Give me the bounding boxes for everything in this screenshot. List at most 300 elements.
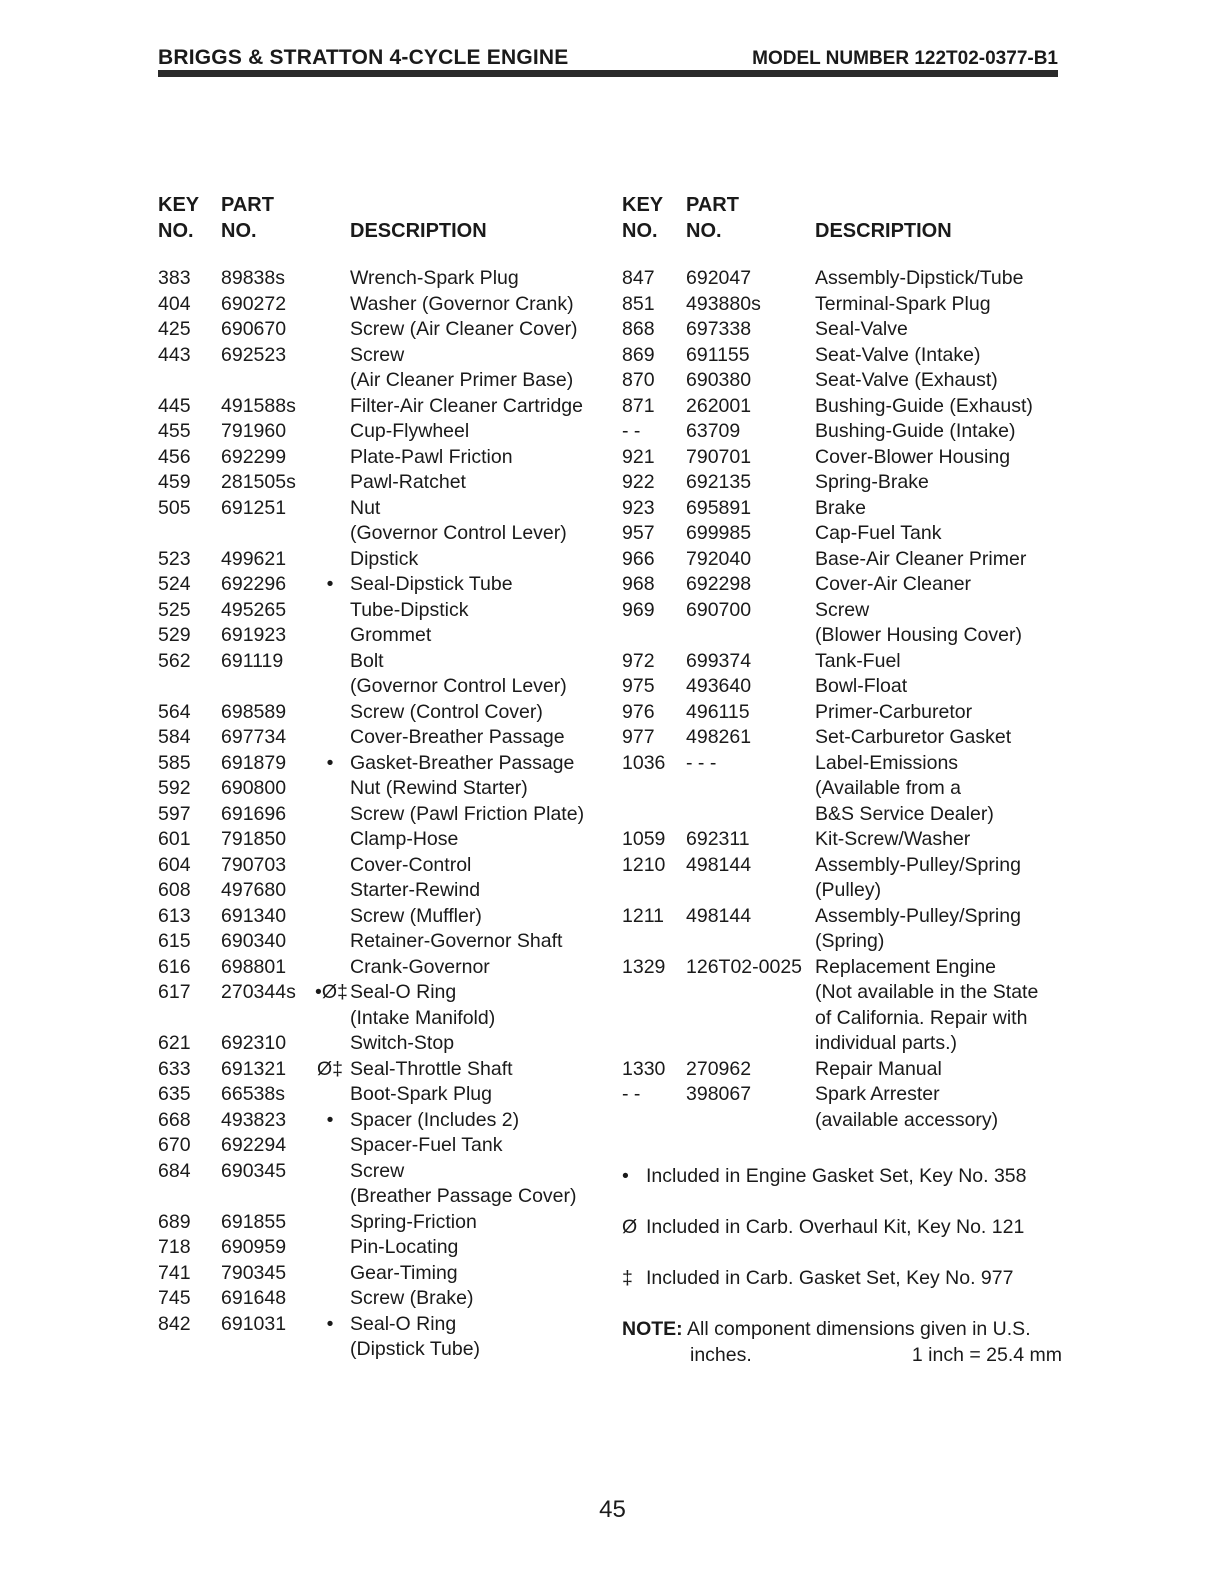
part-number: 491588s [221,394,296,417]
table-row [622,878,1062,904]
key-number: 847 [622,267,655,289]
table-row [158,853,608,879]
part-description: Nut [350,496,381,519]
dimension-note [622,1317,1062,1368]
table-row [158,776,608,802]
key-number: 668 [158,1108,191,1131]
part-number: 692047 [686,267,752,289]
key-number: 425 [158,318,191,340]
table-row [158,1082,608,1108]
part-description: (Dipstick Tube) [350,1338,481,1360]
part-number: 262001 [686,394,752,417]
part-description: Bushing-Guide (Exhaust) [815,394,1033,417]
part-number: 493880s [686,292,761,315]
part-number: 692299 [221,445,287,468]
key-number: 1211 [622,904,664,927]
key-number: 745 [158,1287,191,1309]
part-number: 699374 [686,649,752,672]
part-description: Screw [350,1159,405,1182]
part-number: 697338 [686,318,752,340]
part-description: Seal-Valve [815,318,908,340]
table-row [158,1235,608,1261]
key-number: 445 [158,394,191,417]
key-number: 459 [158,471,191,493]
key-number: 670 [158,1134,191,1156]
key-number: 592 [158,777,191,799]
key-number: 383 [158,267,191,289]
key-number: 633 [158,1057,191,1080]
key-number: 597 [158,802,191,825]
key-number: 868 [622,318,655,340]
key-number: 404 [158,292,191,315]
key-number: 923 [622,496,655,519]
part-number: 690959 [221,1236,287,1258]
part-number: 690272 [221,292,287,315]
table-row [622,1057,1062,1083]
key-number: 1329 [622,955,666,978]
key-number: 741 [158,1261,191,1284]
part-number: 63709 [686,420,741,442]
table-row [622,904,1062,930]
part-description: Cover-Control [350,853,472,876]
part-description: Bushing-Guide (Intake) [815,420,1016,442]
part-number: 691321 [221,1057,287,1080]
key-number: 1210 [622,853,666,876]
part-description: B&S Service Dealer) [815,802,994,825]
key-header-line1: KEY [622,194,664,216]
table-row [158,292,608,318]
part-description: Cover-Breather Passage [350,726,565,748]
part-number: 692135 [686,471,752,493]
part-description: Clamp-Hose [350,828,459,850]
part-number: 698589 [221,700,287,723]
manual-title: BRIGGS & STRATTON 4-CYCLE ENGINE [158,46,569,69]
part-description: (Not available in the State [815,981,1039,1003]
part-description: Seat-Valve (Exhaust) [815,369,998,391]
page-number: 45 [599,1496,626,1523]
table-row [158,878,608,904]
part-description: Screw (Muffler) [350,904,482,927]
table-row [622,521,1062,547]
description-header: DESCRIPTION [350,220,487,242]
part-description: Gear-Timing [350,1261,458,1284]
note-line1: All component dimensions given in U.S. [687,1318,1031,1340]
table-row [622,598,1062,624]
table-row [622,802,1062,828]
table-row [622,1006,1062,1032]
part-number: 692310 [221,1032,287,1054]
key-header-line2: NO. [622,220,658,242]
part-number: 498144 [686,853,752,876]
table-row [158,980,608,1006]
key-number: 584 [158,726,191,748]
table-row [622,470,1062,496]
table-row [622,827,1062,853]
table-row [158,1159,608,1185]
part-description: Screw (Brake) [350,1287,474,1309]
part-number: 499621 [221,547,287,570]
part-description: Seal-Throttle Shaft [350,1057,513,1080]
key-number: 975 [622,675,655,697]
key-number: 562 [158,649,191,672]
part-header-line1: PART [221,194,274,216]
part-description: Plate-Pawl Friction [350,445,513,468]
table-row [622,751,1062,777]
key-header-line1: KEY [158,194,200,216]
table-row [622,700,1062,726]
part-number: 690345 [221,1159,287,1182]
kit-symbol: • [326,1312,334,1335]
part-description: Boot-Spark Plug [350,1083,492,1105]
part-number: 690340 [221,930,287,952]
part-number: 496115 [686,700,750,723]
part-description: Tank-Fuel [815,649,901,672]
table-row [158,1312,608,1338]
part-number: 126T02-0025 [686,955,803,978]
table-row [158,929,608,955]
table-row [158,266,608,292]
legend-text: Included in Engine Gasket Set, Key No. 358 [646,1165,1027,1187]
key-number: 456 [158,445,191,468]
key-number: 505 [158,496,191,519]
parts-list-left [158,190,608,1363]
table-row [158,496,608,522]
part-number: 89838s [221,267,285,289]
key-number: 455 [158,420,191,442]
key-number: 1036 [622,751,666,774]
part-description: Label-Emissions [815,751,959,774]
table-row [622,649,1062,675]
legend-text: Included in Carb. Overhaul Kit, Key No. 121 [646,1216,1025,1238]
part-description: Screw (Pawl Friction Plate) [350,802,585,825]
kit-symbol: • [326,1108,334,1131]
key-number: 869 [622,343,655,366]
part-description: (Spring) [815,930,885,952]
part-description: Crank-Governor [350,955,490,978]
part-number: 792040 [686,547,752,570]
note-line2: inches. [690,1343,752,1366]
part-description: Bowl-Float [815,675,908,697]
note-label: NOTE: [622,1318,683,1340]
part-number: 691696 [221,802,287,825]
key-number: 615 [158,930,191,952]
table-row [622,317,1062,343]
table-row [158,751,608,777]
part-number: 699985 [686,522,752,544]
table-row [158,955,608,981]
parts-list-right [622,190,1062,1133]
column-headers [158,190,608,266]
legend-item [622,1215,1062,1266]
table-row [158,1057,608,1083]
table-row [158,521,608,547]
part-number: 690800 [221,777,287,799]
part-description: Base-Air Cleaner Primer [815,547,1027,570]
part-number: 691879 [221,751,287,774]
table-row [622,292,1062,318]
table-row [622,674,1062,700]
part-description: Repair Manual [815,1057,942,1080]
part-description: Cup-Flywheel [350,420,470,442]
part-description: Screw (Air Cleaner Cover) [350,318,578,340]
table-row [158,1210,608,1236]
part-description: Replacement Engine [815,955,997,978]
table-row [622,1082,1062,1108]
parts-rows [158,266,608,1363]
key-number: 613 [158,904,191,927]
part-description: Assembly-Pulley/Spring [815,853,1021,876]
description-header: DESCRIPTION [815,220,952,242]
key-number: 968 [622,573,655,595]
part-number: 691155 [686,343,750,366]
table-row [622,1108,1062,1134]
part-number: 493823 [221,1108,287,1131]
key-number: 524 [158,573,191,595]
part-header-line2: NO. [686,220,722,242]
key-number: 1330 [622,1057,666,1080]
part-header-line1: PART [686,194,739,216]
part-description: Assembly-Dipstick/Tube [815,267,1024,289]
part-number: 791960 [221,420,287,442]
table-row [622,266,1062,292]
key-number: 616 [158,955,191,978]
part-description: Pawl-Ratchet [350,471,466,493]
part-number: 692298 [686,573,752,595]
part-description: (available accessory) [815,1108,999,1131]
part-description: (Air Cleaner Primer Base) [350,369,574,391]
part-number: 691031 [221,1312,287,1335]
part-description: Spacer-Fuel Tank [350,1134,503,1156]
table-row [622,1031,1062,1057]
table-row [158,547,608,573]
part-description: (Pulley) [815,879,882,901]
part-description: Washer (Governor Crank) [350,292,574,315]
key-number: 922 [622,471,655,493]
part-description: Screw [350,343,405,366]
table-row [622,368,1062,394]
table-row [158,674,608,700]
part-description: Cover-Air Cleaner [815,573,972,595]
part-description: of California. Repair with [815,1006,1028,1029]
part-number: 692311 [686,828,750,850]
part-number: 690700 [686,598,752,621]
legend-item [622,1164,1062,1215]
key-number: 851 [622,292,655,315]
key-number: 443 [158,343,191,366]
table-row [158,394,608,420]
table-row [158,649,608,675]
part-number: 495265 [221,598,287,621]
table-row [158,1031,608,1057]
part-description: (Intake Manifold) [350,1006,496,1029]
key-header-line2: NO. [158,220,194,242]
table-row [158,598,608,624]
header-rule [158,70,1058,77]
key-number: 957 [622,522,655,544]
part-description: (Governor Control Lever) [350,675,567,697]
key-number: - - [622,420,641,442]
part-description: Seat-Valve (Intake) [815,343,981,366]
table-row [158,317,608,343]
part-number: 790703 [221,853,287,876]
table-row [158,1286,608,1312]
key-number: 842 [158,1312,191,1335]
table-row [622,496,1062,522]
kit-symbol: • [326,751,334,774]
table-row [158,1261,608,1287]
key-number: - - [622,1083,641,1105]
legend-symbol: ‡ [622,1267,633,1289]
table-row [622,343,1062,369]
part-description: Seal-O Ring [350,1312,457,1335]
kit-symbol: •Ø‡ [315,981,348,1003]
part-description: Spring-Friction [350,1210,477,1233]
part-description: Pin-Locating [350,1236,459,1258]
table-row [158,445,608,471]
table-row [622,725,1062,751]
key-number: 870 [622,369,655,391]
part-number: 690670 [221,318,287,340]
key-number: 684 [158,1159,191,1182]
table-row [622,776,1062,802]
table-row [158,470,608,496]
part-number: 691340 [221,904,287,927]
part-header-line2: NO. [221,220,257,242]
part-description: Starter-Rewind [350,879,481,901]
part-description: (Breather Passage Cover) [350,1185,577,1207]
legend-symbol: • [622,1165,629,1187]
table-row [622,572,1062,598]
table-row [158,1337,608,1363]
part-description: (Governor Control Lever) [350,522,567,544]
part-number: 691648 [221,1287,287,1309]
part-number: - - - [686,751,717,774]
part-number: 692296 [221,573,287,595]
key-number: 976 [622,700,655,723]
key-number: 972 [622,649,655,672]
table-row [622,445,1062,471]
key-number: 608 [158,879,191,901]
key-number: 718 [158,1236,191,1258]
part-description: Bolt [350,649,384,672]
table-row [622,980,1062,1006]
key-number: 564 [158,700,191,723]
table-row [158,1006,608,1032]
part-description: (Available from a [815,777,961,799]
legend-notes [622,1164,1062,1368]
part-number: 498144 [686,904,752,927]
key-number: 604 [158,853,191,876]
part-number: 695891 [686,496,752,519]
part-number: 691251 [221,496,287,519]
model-number: MODEL NUMBER 122T02-0377-B1 [752,48,1058,69]
part-number: 493640 [686,675,752,697]
kit-symbol: • [326,573,334,595]
key-number: 585 [158,751,191,774]
part-number: 790345 [221,1261,287,1284]
key-number: 601 [158,828,191,850]
kit-symbol: Ø‡ [316,1057,343,1080]
key-number: 635 [158,1083,191,1105]
table-row [622,419,1062,445]
part-number: 691855 [221,1210,287,1233]
table-row [158,419,608,445]
part-description: Nut (Rewind Starter) [350,777,528,799]
legend-symbol: Ø [622,1216,638,1238]
part-description: Switch-Stop [350,1032,455,1054]
note-line3: 1 inch = 25.4 mm [911,1343,1062,1366]
table-row [158,802,608,828]
part-number: 692523 [221,343,287,366]
part-description: Cap-Fuel Tank [815,522,942,544]
part-number: 66538s [221,1083,285,1105]
part-description: Spacer (Includes 2) [350,1108,520,1131]
part-description: Screw [815,598,870,621]
key-number: 871 [622,394,655,417]
part-description: Grommet [350,624,432,646]
part-description: Brake [815,496,866,519]
part-description: individual parts.) [815,1032,957,1054]
part-description: Primer-Carburetor [815,700,973,723]
part-number: 691923 [221,624,287,646]
part-number: 690380 [686,369,752,391]
table-row [158,700,608,726]
table-row [622,547,1062,573]
part-description: Filter-Air Cleaner Cartridge [350,394,583,417]
part-number: 270344s [221,981,296,1003]
part-description: Wrench-Spark Plug [350,267,519,289]
part-number: 698801 [221,955,287,978]
table-row [158,1108,608,1134]
part-number: 692294 [221,1134,287,1156]
part-number: 398067 [686,1083,752,1105]
table-row [622,853,1062,879]
table-row [622,623,1062,649]
key-number: 525 [158,598,191,621]
part-description: Seal-O Ring [350,981,457,1003]
part-number: 281505s [221,471,296,493]
legend-item [622,1266,1062,1317]
part-description: Spark Arrester [815,1083,940,1105]
part-number: 270962 [686,1057,752,1080]
table-row [158,725,608,751]
table-row [622,929,1062,955]
key-number: 617 [158,981,191,1003]
table-row [158,572,608,598]
part-number: 498261 [686,726,752,748]
table-row [158,1184,608,1210]
key-number: 523 [158,547,191,570]
part-number: 497680 [221,879,287,901]
part-description: Dipstick [350,547,419,570]
part-number: 791850 [221,828,287,850]
part-description: Screw (Control Cover) [350,700,543,723]
table-row [158,1133,608,1159]
part-description: (Blower Housing Cover) [815,624,1022,646]
part-description: Seal-Dipstick Tube [350,573,513,595]
part-description: Retainer-Governor Shaft [350,930,563,952]
key-number: 966 [622,547,655,570]
key-number: 1059 [622,828,666,850]
part-description: Tube-Dipstick [350,598,469,621]
part-description: Kit-Screw/Washer [815,828,971,850]
table-row [158,343,608,369]
parts-rows [622,266,1062,1133]
table-row [158,623,608,649]
table-row [622,955,1062,981]
table-row [158,904,608,930]
key-number: 969 [622,598,655,621]
